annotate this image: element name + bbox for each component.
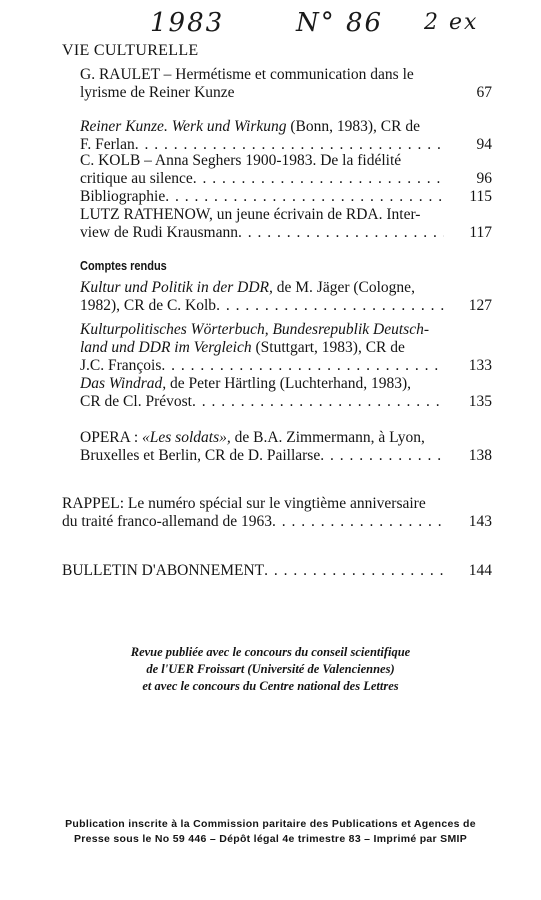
- toc-line: [80, 152, 492, 170]
- toc-text: lyrisme de Reiner Kunze: [80, 84, 235, 101]
- toc-line-text: [80, 206, 420, 224]
- toc-line: [80, 170, 492, 188]
- imprint-line-1: Publication inscrite à la Commission paritaire des Publications et Agences de: [65, 818, 476, 830]
- page-number: 144: [468, 562, 492, 579]
- toc-italic-text: Das Windrad,: [80, 375, 167, 392]
- toc-entry: [80, 375, 492, 411]
- toc-line-text: [80, 118, 420, 136]
- toc-line-text: [80, 357, 161, 375]
- toc-text: Bibliographie: [80, 188, 166, 205]
- toc-line-text: [80, 429, 425, 447]
- credit-line-2: de l'UER Froissart (Université de Valenciennes): [146, 662, 395, 676]
- toc-line: [62, 513, 492, 531]
- toc-line-text: [80, 188, 165, 206]
- dot-leader: [272, 513, 444, 531]
- toc-line: [80, 429, 492, 447]
- toc-italic-text: Kulturpolitisches Wörterbuch, Bundesrepublik Deutsch-: [80, 321, 429, 338]
- toc-text: LUTZ RATHENOW, un jeune écrivain de RDA. Inter-: [80, 206, 421, 223]
- page-number: 96: [476, 170, 492, 187]
- toc-line: [80, 224, 492, 242]
- credit-line-1: Revue publiée avec le concours du conseil scientifique: [130, 645, 411, 659]
- toc-entry: [80, 66, 492, 102]
- toc-text: de B.A. Zimmermann, à Lyon,: [230, 429, 425, 446]
- toc-line-text: [80, 297, 216, 315]
- toc-line: [62, 562, 492, 580]
- toc-line-text: [62, 562, 264, 580]
- toc-text: J.C. François: [80, 357, 162, 374]
- toc-entry: [80, 429, 492, 465]
- toc-text: de M. Jäger (Cologne,: [272, 279, 415, 296]
- section-title: VIE CULTURELLE: [62, 42, 199, 59]
- toc-line: [80, 375, 492, 393]
- toc-line-text: [80, 321, 429, 339]
- toc-entry: [80, 118, 492, 154]
- page-number: 94: [476, 136, 492, 153]
- page-number: 135: [468, 393, 492, 410]
- toc-text: view de Rudi Krausmann: [80, 224, 238, 241]
- toc-text: RAPPEL: Le numéro spécial sur le vingtième anniversaire: [62, 495, 426, 512]
- toc-line-text: [80, 224, 238, 242]
- dot-leader: [165, 188, 444, 206]
- toc-line-text: [62, 513, 272, 531]
- toc-line-text: [80, 279, 415, 297]
- handwritten-year: 1983: [150, 8, 225, 38]
- toc-line: [80, 118, 492, 136]
- handwritten-copies: 2 ex: [424, 10, 479, 35]
- toc-entry: [80, 206, 492, 242]
- toc-text: critique au silence: [80, 170, 193, 187]
- toc-line-text: [80, 393, 192, 411]
- toc-line-text: [62, 495, 426, 513]
- dot-leader: [192, 393, 444, 411]
- toc-italic-text: land und DDR im Vergleich: [80, 339, 252, 356]
- toc-text: F. Ferlan: [80, 136, 135, 153]
- toc-text: 1982), CR de C. Kolb: [80, 297, 217, 314]
- toc-text: de Peter Härtling (Luchterhand, 1983),: [166, 375, 412, 392]
- page-number: 133: [468, 357, 492, 374]
- toc-line: [80, 393, 492, 411]
- toc-line: [80, 66, 492, 84]
- toc-text: BULLETIN D'ABONNEMENT: [62, 562, 265, 579]
- toc-entry: [80, 279, 492, 315]
- dot-leader: [264, 562, 444, 580]
- dot-leader: [193, 170, 444, 188]
- toc-italic-text: «Les soldats»,: [142, 429, 231, 446]
- toc-line: [80, 297, 492, 315]
- toc-line-text: [80, 375, 411, 393]
- toc-line: [80, 206, 492, 224]
- toc-line-text: [80, 84, 235, 102]
- page-number: 67: [476, 84, 492, 101]
- page-number: 117: [469, 224, 492, 241]
- toc-italic-text: Reiner Kunze. Werk und Wirkung: [80, 118, 287, 135]
- toc-entry: [80, 321, 492, 375]
- toc-line: [80, 279, 492, 297]
- toc-text: OPERA :: [80, 429, 143, 446]
- page-number: 115: [469, 188, 492, 205]
- dot-leader: [216, 297, 444, 315]
- reviews-heading: Comptes rendus: [80, 259, 167, 273]
- toc-line: [80, 357, 492, 375]
- toc-text: (Bonn, 1983), CR de: [286, 118, 420, 135]
- toc-line-text: [80, 152, 401, 170]
- toc-text: C. KOLB – Anna Seghers 1900-1983. De la fidélité: [80, 152, 402, 169]
- toc-entry: [62, 495, 492, 531]
- dot-leader: [320, 447, 444, 465]
- toc-line: [80, 188, 492, 206]
- page-number: 143: [468, 513, 492, 530]
- toc-text: du traité franco-allemand de 1963: [62, 513, 273, 530]
- toc-text: G. RAULET – Hermétisme et communication dans le: [80, 66, 414, 83]
- toc-line: [80, 321, 492, 339]
- imprint-line-2: Presse sous le No 59 446 – Dépôt légal 4e trimestre 83 – Imprimé par SMIP: [73, 833, 468, 845]
- toc-text: (Stuttgart, 1983), CR de: [251, 339, 405, 356]
- toc-italic-text: Kultur und Politik in der DDR,: [80, 279, 273, 296]
- handwritten-issue-number: N° 86: [296, 8, 384, 38]
- page-number: 138: [468, 447, 492, 464]
- toc-line: [80, 84, 492, 102]
- credit-line-3: et avec le concours du Centre national des Lettres: [142, 679, 399, 693]
- toc-entry: [62, 562, 492, 580]
- dot-leader: [161, 357, 444, 375]
- toc-line: [80, 339, 492, 357]
- toc-line: [80, 447, 492, 465]
- toc-entry: [80, 152, 492, 206]
- dot-leader: [238, 224, 444, 242]
- toc-line-text: [80, 66, 414, 84]
- toc-line-text: [80, 170, 193, 188]
- toc-line-text: [80, 447, 320, 465]
- toc-text: Bruxelles et Berlin, CR de D. Paillarse: [80, 447, 321, 464]
- page-number: 127: [468, 297, 492, 314]
- toc-text: CR de Cl. Prévost: [80, 393, 192, 410]
- toc-line-text: [80, 339, 405, 357]
- toc-line: [62, 495, 492, 513]
